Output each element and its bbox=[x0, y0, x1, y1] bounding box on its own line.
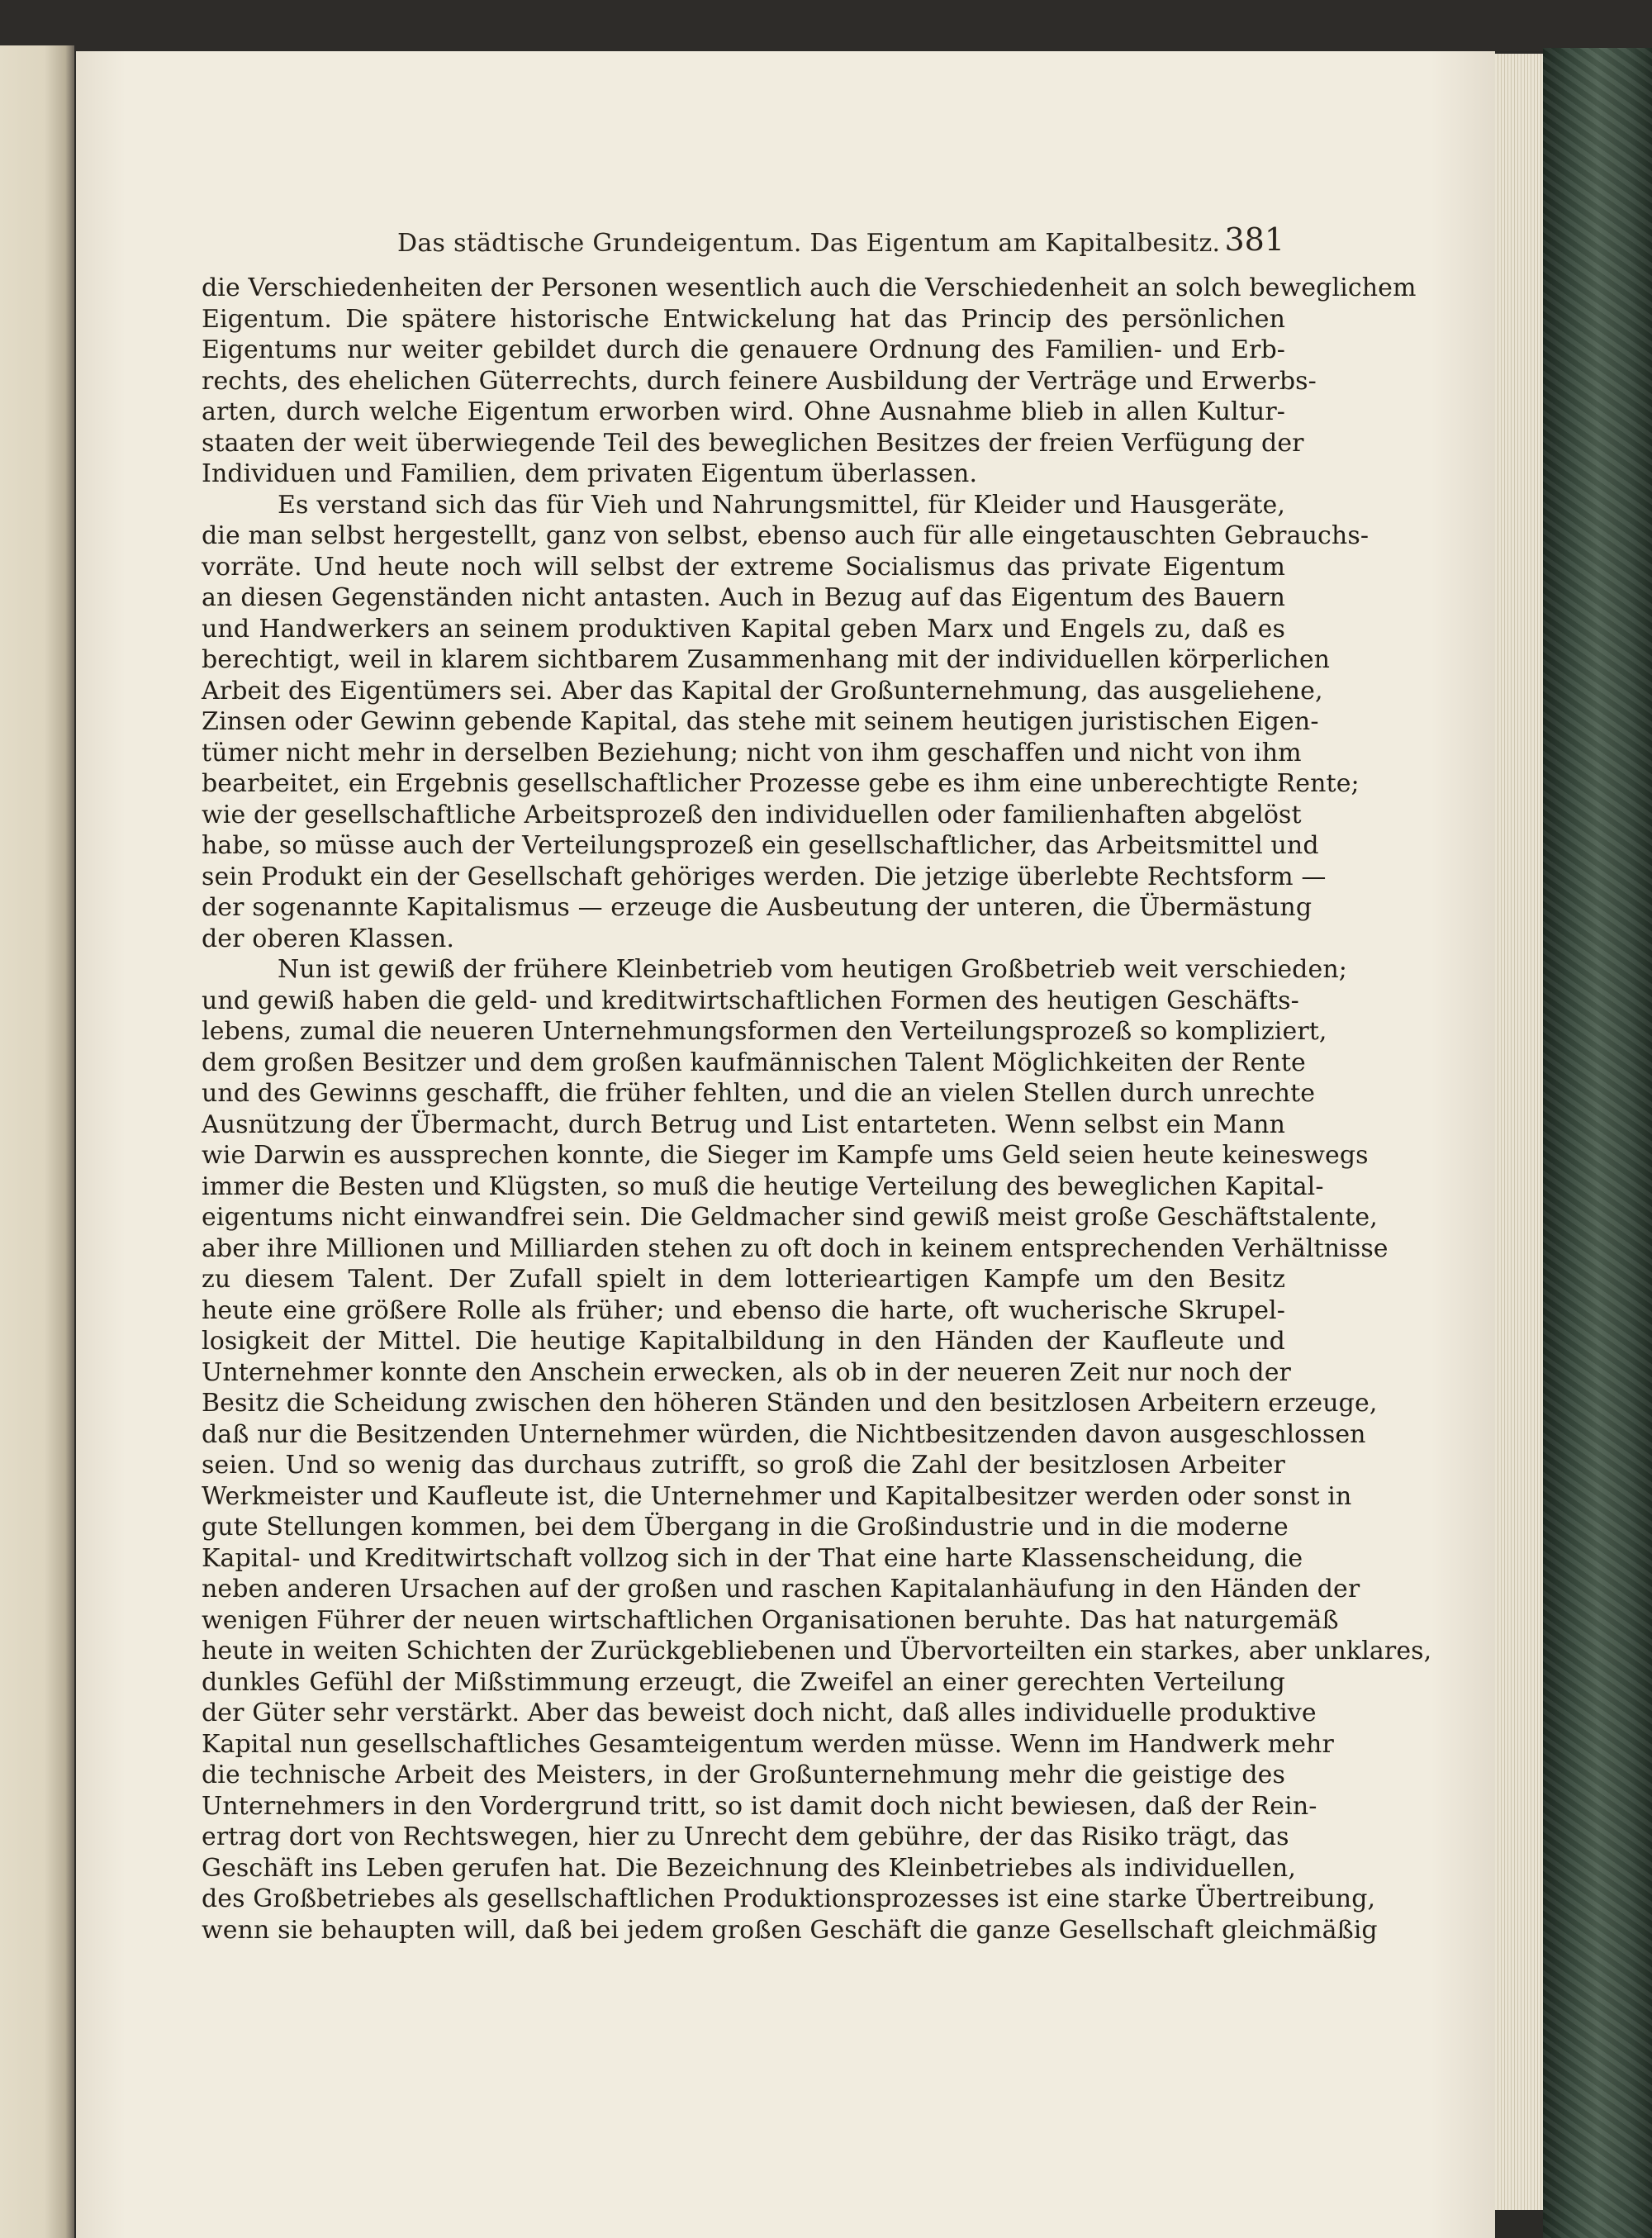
text-line: des Großbetriebes als gesellschaftlichen Produktionsprozesses ist eine starke Übertreibung, bbox=[202, 1884, 1376, 1913]
text-line: Individuen und Familien, dem privaten Eigentum überlassen. bbox=[202, 459, 978, 488]
text-line: wenn sie behaupten will, daß bei jedem großen Geschäft die ganze Gesellschaft gleichmäßig bbox=[202, 1915, 1378, 1945]
text-line: ertrag dort von Rechtswegen, hier zu Unrecht dem gebühre, der das Risiko trägt, das bbox=[202, 1822, 1289, 1851]
text-line: daß nur die Besitzenden Unternehmer würden, die Nichtbesitzenden davon ausgeschlossen bbox=[202, 1419, 1366, 1449]
text-line: bearbeitet, ein Ergebnis gesellschaftlicher Prozesse gebe es ihm eine unberechtigte Rente; bbox=[202, 769, 1360, 798]
text-line: an diesen Gegenständen nicht antasten. Auch in Bezug auf das Eigentum des Bauern bbox=[202, 583, 1285, 612]
text-line: gute Stellungen kommen, bei dem Übergang in die Großindustrie und in die moderne bbox=[202, 1513, 1289, 1542]
page-number: 381 bbox=[1224, 221, 1284, 258]
text-line: eigentums nicht einwandfrei sein. Die Geldmacher sind gewiß meist große Geschäftstalente, bbox=[202, 1203, 1378, 1232]
text-line: berechtigt, weil in klarem sichtbarem Zusammenhang mit der individuellen körperlichen bbox=[202, 645, 1331, 674]
text-line: neben anderen Ursachen auf der großen und raschen Kapitalanhäufung in den Händen der bbox=[202, 1575, 1360, 1604]
body-text bbox=[202, 273, 1432, 2189]
text-line: die man selbst hergestellt, ganz von selbst, ebenso auch für alle eingetauschten Gebrauchs- bbox=[202, 521, 1370, 550]
text-line: Zinsen oder Gewinn gebende Kapital, das stehe mit seinem heutigen juristischen Eigen- bbox=[202, 707, 1319, 736]
text-line: dunkles Gefühl der Mißstimmung erzeugt, die Zweifel an einer gerechten Verteilung bbox=[202, 1667, 1285, 1697]
text-line: dem großen Besitzer und dem großen kaufmännischen Talent Möglichkeiten der Rente bbox=[202, 1048, 1306, 1077]
text-line: Eigentum. Die spätere historische Entwickelung hat das Princip des persönlichen bbox=[202, 304, 1285, 334]
text-line: der Güter sehr verstärkt. Aber das beweist doch nicht, daß alles individuelle produktive bbox=[202, 1699, 1317, 1727]
text-line: Unternehmers in den Vordergrund tritt, so ist damit doch nicht bewiesen, daß der Rein- bbox=[202, 1791, 1317, 1821]
book-cover bbox=[1543, 48, 1652, 2238]
text-line: Geschäft ins Leben gerufen hat. Die Bezeichnung des Kleinbetriebes als individuellen, bbox=[202, 1853, 1296, 1883]
text-line: lebens, zumal die neueren Unternehmungsformen den Verteilungsprozeß so kompliziert, bbox=[202, 1017, 1327, 1046]
page-edges bbox=[1495, 54, 1543, 2210]
text-line: wenigen Führer der neuen wirtschaftlichen Organisationen beruhte. Das hat naturgemäß bbox=[202, 1605, 1339, 1635]
text-line: Kapital- und Kreditwirtschaft vollzog sich in der That eine harte Klassenscheidung, die bbox=[202, 1543, 1303, 1573]
text-line: die technische Arbeit des Meisters, in der Großunternehmung mehr die geistige des bbox=[202, 1760, 1285, 1789]
text-line: der sogenannte Kapitalismus — erzeuge die Ausbeutung der unteren, die Übermästung bbox=[202, 893, 1313, 922]
text-line: heute in weiten Schichten der Zurückgebliebenen und Übervorteilten ein starkes, aber unklares, bbox=[202, 1637, 1432, 1665]
text-line: Nun ist gewiß der frühere Kleinbetrieb vom heutigen Großbetrieb weit verschieden; bbox=[278, 955, 1347, 984]
text-line: der oberen Klassen. bbox=[202, 924, 455, 953]
text-line: die Verschiedenheiten der Personen wesentlich auch die Verschiedenheit an solch beweglichem bbox=[202, 273, 1417, 302]
text-line: habe, so müsse auch der Verteilungsprozeß ein gesellschaftlicher, das Arbeitsmittel und bbox=[202, 831, 1319, 860]
text-line: zu diesem Talent. Der Zufall spielt in dem lotterieartigen Kampfe um den Besitz bbox=[202, 1265, 1285, 1294]
text-line: Ausnützung der Übermacht, durch Betrug und List entarteten. Wenn selbst ein Mann bbox=[202, 1109, 1286, 1139]
text-line: und Handwerkers an seinem produktiven Kapital geben Marx und Engels zu, daß es bbox=[202, 614, 1285, 644]
text-line: seien. Und so wenig das durchaus zutrifft, so groß die Zahl der besitzlosen Arbeiter bbox=[202, 1451, 1285, 1480]
text-line: Es verstand sich das für Vieh und Nahrungsmittel, für Kleider und Hausgeräte, bbox=[278, 490, 1285, 520]
text-line: losigkeit der Mittel. Die heutige Kapitalbildung in den Händen der Kaufleute und bbox=[202, 1327, 1285, 1356]
text-line: Besitz die Scheidung zwischen den höheren Ständen und den besitzlosen Arbeitern erzeuge, bbox=[202, 1389, 1378, 1418]
text-line: heute eine größere Rolle als früher; und ebenso die harte, oft wucherische Skrupel- bbox=[202, 1295, 1285, 1325]
text-line: wie der gesellschaftliche Arbeitsprozeß den individuellen oder familienhaften abgelöst bbox=[202, 800, 1302, 829]
text-line: Eigentums nur weiter gebildet durch die genauere Ordnung des Familien- und Erb- bbox=[202, 335, 1285, 364]
text-line: Arbeit des Eigentümers sei. Aber das Kapital der Großunternehmung, das ausgeliehene, bbox=[202, 676, 1323, 706]
text-line: vorräte. Und heute noch will selbst der extreme Socialismus das private Eigentum bbox=[202, 552, 1285, 582]
page-header bbox=[202, 205, 1284, 258]
text-line: Kapital nun gesellschaftliches Gesamteigentum werden müsse. Wenn im Handwerk mehr bbox=[202, 1729, 1334, 1759]
text-line: Werkmeister und Kaufleute ist, die Unternehmer und Kapitalbesitzer werden oder sonst in bbox=[202, 1481, 1352, 1511]
text-line: Unternehmer konnte den Anschein erwecken, als ob in der neueren Zeit nur noch der bbox=[202, 1357, 1291, 1387]
text-line: tümer nicht mehr in derselben Beziehung; nicht von ihm geschaffen und nicht von ihm bbox=[202, 738, 1302, 767]
text-line: sein Produkt ein der Gesellschaft gehöriges werden. Die jetzige überlebte Rechtsform — bbox=[202, 862, 1327, 891]
text-line: aber ihre Millionen und Milliarden stehen zu oft doch in keinem entsprechenden Verhältnisse bbox=[202, 1233, 1389, 1263]
text-line: und gewiß haben die geld- und kreditwirtschaftlichen Formen des heutigen Geschäfts- bbox=[202, 986, 1299, 1015]
scan-background-top bbox=[0, 0, 1652, 51]
facing-page-edge bbox=[0, 45, 74, 2238]
text-line: und des Gewinns geschafft, die früher fehlten, und die an vielen Stellen durch unrechte bbox=[202, 1079, 1316, 1108]
text-line: arten, durch welche Eigentum erworben wird. Ohne Ausnahme blieb in allen Kultur- bbox=[202, 397, 1285, 426]
text-line: rechts, des ehelichen Güterrechts, durch feinere Ausbildung der Verträge und Erwerbs- bbox=[202, 366, 1317, 396]
text-line: wie Darwin es aussprechen konnte, die Sieger im Kampfe ums Geld seien heute keineswegs bbox=[202, 1141, 1369, 1170]
text-line: staaten der weit überwiegende Teil des beweglichen Besitzes der freien Verfügung der bbox=[202, 428, 1304, 458]
running-head: Das städtische Grundeigentum. Das Eigentum am Kapitalbesitz. bbox=[397, 229, 1221, 258]
text-line: immer die Besten und Klügsten, so muß die heutige Verteilung des beweglichen Kapital- bbox=[202, 1171, 1324, 1201]
